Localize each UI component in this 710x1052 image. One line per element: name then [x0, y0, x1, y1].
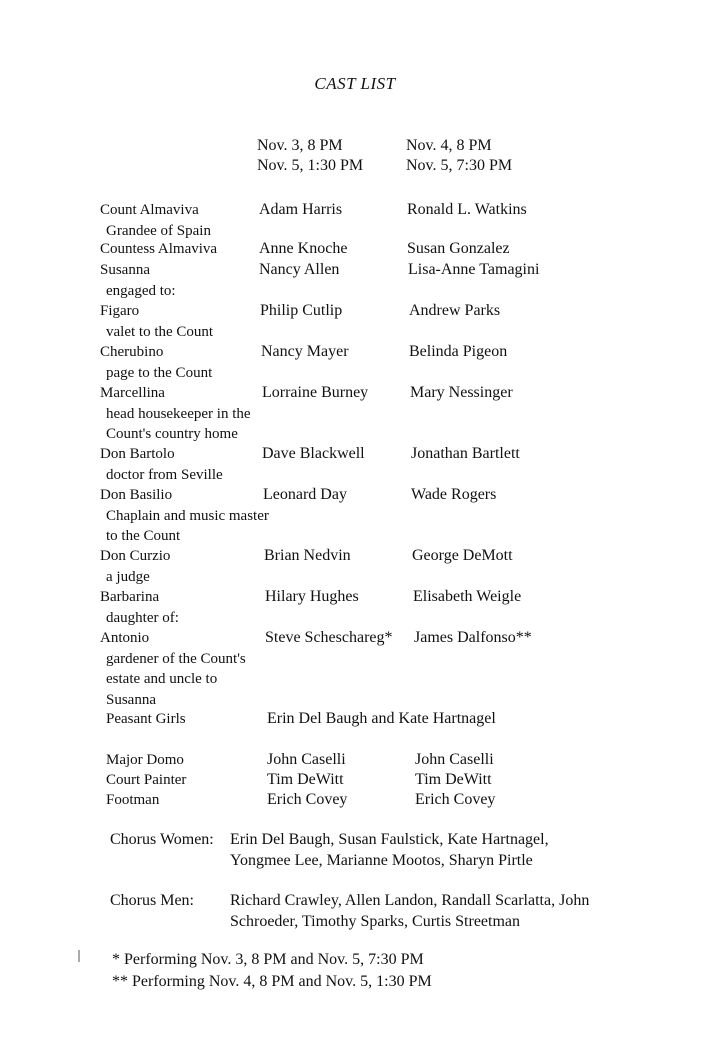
cast2-actor: Elisabeth Weigle [413, 588, 522, 605]
role-name: Court Painter [106, 772, 187, 788]
cast1-actor: Erich Covey [267, 791, 348, 808]
cast2-actor: Susan Gonzalez [407, 240, 510, 257]
role-description: to the Count [106, 528, 181, 544]
cast2-actor: Ronald L. Watkins [407, 201, 527, 218]
role-name: Peasant Girls [106, 711, 186, 727]
cast2-date-2: Nov. 5, 7:30 PM [406, 157, 513, 174]
cast2-actor: Wade Rogers [411, 486, 497, 503]
both-casts-actor: Erin Del Baugh and Kate Hartnagel [267, 710, 496, 727]
role-name: Don Curzio [100, 548, 171, 564]
footnote-single-asterisk: * Performing Nov. 3, 8 PM and Nov. 5, 7:30 PM [112, 951, 424, 968]
cast2-actor: Belinda Pigeon [409, 343, 508, 360]
cast1-actor: Leonard Day [263, 486, 347, 503]
role-name: Major Domo [106, 752, 184, 768]
role-name: Don Basilio [100, 487, 173, 503]
cast2-actor: Jonathan Bartlett [411, 445, 520, 462]
cast1-actor: Tim DeWitt [267, 771, 344, 788]
chorus-women-line: Erin Del Baugh, Susan Faulstick, Kate Hartnagel, [230, 831, 549, 848]
cast1-actor: Hilary Hughes [265, 588, 359, 605]
role-name: Susanna [100, 262, 150, 278]
cast2-actor: John Caselli [415, 751, 494, 768]
chorus-men-line: Richard Crawley, Allen Landon, Randall Scarlatta, John [230, 892, 590, 909]
role-description: daughter of: [106, 609, 179, 626]
chorus-men-line: Schroeder, Timothy Sparks, Curtis Streetman [230, 913, 521, 930]
chorus-men-label: Chorus Men: [110, 892, 194, 909]
cast2-actor: Tim DeWitt [415, 771, 492, 788]
footnote-double-asterisk: ** Performing Nov. 4, 8 PM and Nov. 5, 1:30 PM [112, 973, 432, 990]
role-name: Countess Almaviva [100, 241, 218, 257]
cast2-actor: James Dalfonso** [414, 629, 532, 646]
role-name: Barbarina [100, 589, 160, 605]
role-description: Susanna [106, 691, 156, 708]
scan-artifact-mark [78, 950, 80, 962]
cast2-actor: Mary Nessinger [410, 384, 513, 401]
role-name: Antonio [100, 630, 150, 646]
role-description: Chaplain and music master [106, 507, 269, 524]
cast1-actor: Philip Cutlip [260, 302, 343, 319]
footnotes [112, 949, 432, 993]
cast2-actor: George DeMott [412, 547, 513, 564]
cast1-date-1: Nov. 3, 8 PM [257, 137, 343, 154]
chorus-women-label: Chorus Women: [110, 831, 214, 848]
cast1-actor: Dave Blackwell [262, 445, 365, 462]
role-description: gardener of the Count's [106, 650, 246, 667]
role-description: Grandee of Spain [106, 222, 211, 239]
cast2-date-1: Nov. 4, 8 PM [406, 137, 492, 154]
cast2-actor: Erich Covey [415, 791, 496, 808]
cast1-actor: Nancy Allen [259, 261, 340, 278]
role-name: Count Almaviva [100, 202, 199, 218]
cast1-header [257, 136, 363, 176]
role-description: doctor from Seville [106, 466, 223, 483]
page-title: CAST LIST [314, 74, 396, 93]
cast1-actor: Nancy Mayer [261, 343, 349, 360]
cast2-header [406, 136, 512, 176]
cast1-actor: John Caselli [267, 751, 346, 768]
role-description: head housekeeper in the [106, 405, 251, 422]
role-description: engaged to: [106, 282, 176, 299]
role-name: Cherubino [100, 344, 164, 360]
role-description: valet to the Count [106, 323, 214, 340]
role-description: page to the Count [106, 364, 213, 381]
role-description: a judge [106, 568, 150, 585]
cast1-actor: Anne Knoche [259, 240, 348, 257]
role-name: Marcellina [100, 385, 165, 401]
chorus-women-line: Yongmee Lee, Marianne Mootos, Sharyn Pirtle [230, 852, 533, 869]
performance-headers [0, 136, 710, 180]
cast1-date-2: Nov. 5, 1:30 PM [257, 157, 364, 174]
cast1-actor: Brian Nedvin [264, 547, 351, 564]
cast1-actor: Lorraine Burney [262, 384, 369, 401]
chorus-men-names [230, 890, 670, 932]
cast1-actor: Steve Scheschareg* [265, 629, 393, 646]
cast2-actor: Andrew Parks [409, 302, 501, 319]
role-name: Footman [106, 792, 160, 808]
role-name: Don Bartolo [100, 446, 175, 462]
cast2-actor: Lisa-Anne Tamagini [408, 261, 540, 278]
chorus-women-names [230, 829, 670, 871]
cast1-actor: Adam Harris [259, 201, 343, 218]
role-description: Count's country home [106, 426, 238, 442]
role-description: estate and uncle to [106, 671, 218, 687]
role-name: Figaro [100, 303, 140, 319]
